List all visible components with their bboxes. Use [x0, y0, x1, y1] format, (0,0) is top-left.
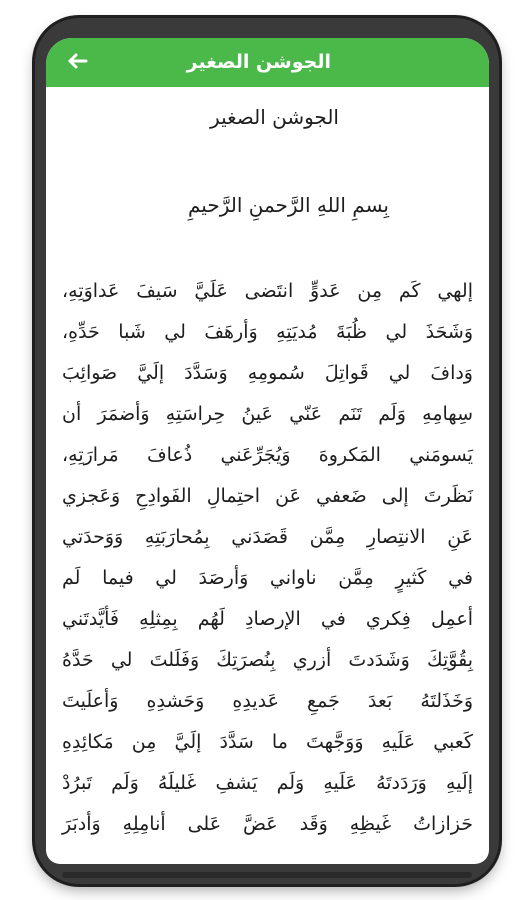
prayer-line: وَخَذَلتَهُ بَعدَ جَمعِ عَديدِهِ وَحَشدِهِ وَأعلَيتَ: [62, 690, 473, 712]
app-bar-title: الجوشن الصغير: [186, 51, 331, 73]
basmala-line: بِسمِ اللهِ الرَّحمنِ الرَّحيمِ: [187, 193, 389, 217]
prayer-line: إلَيهِ وَرَدَدتَهُ عَلَيهِ وَلَم يَشفِ غَليلَهُ وَلَم تَبرُدْ: [62, 772, 473, 794]
page-title: الجوشن الصغير: [210, 105, 339, 129]
app-screen: [46, 38, 489, 864]
prayer-line: في كَثيرٍ مِمَّن ناواني وَأرصَدَ لي فيما لَم: [62, 567, 473, 589]
prayer-content[interactable]: [46, 87, 489, 864]
prayer-line: نَظَرتَ إلى ضَعفي عَن احتِمالِ الفَوادِحِ وَعَجزي: [62, 485, 473, 507]
app-bar: [46, 38, 489, 87]
prayer-line: حَزازاتُ غَيظِهِ وَقَد عَضَّ عَلى أنامِلِهِ وَأدبَرَ: [62, 813, 473, 835]
prayer-text: [62, 271, 473, 845]
back-button[interactable]: [62, 46, 92, 76]
arrow-left-icon: [62, 46, 92, 76]
prayer-line: أعمِل فِكري في الإرصادِ لَهُم بِمِثلِهِ فَأيَّدتَني: [62, 608, 473, 630]
prayer-line: إلهي كَم مِن عَدوٍّ انتَضى عَلَيَّ سَيفَ عَداوَتِهِ،: [62, 280, 473, 302]
prayer-line: بِقُوَّتِكَ وَشَدَدتَ أزري بِنُصرَتِكَ وَفَلَلتَ لي حَدَّهُ: [62, 649, 473, 671]
prayer-line: وَدافَ لي قَواتِلَ سُمومِهِ وَسَدَّدَ إلَيَّ صَوائِبَ: [62, 362, 473, 384]
prayer-line: سِهامِهِ وَلَم تَنَم عَنّي عَينُ حِراسَتِهِ وَأضمَرَ أن: [62, 403, 473, 425]
prayer-line: كَعبي عَلَيهِ وَوَجَّهتَ ما سَدَّدَ إلَيَّ مِن مَكائِدِهِ: [62, 731, 473, 753]
prayer-line: عَنِ الانتِصارِ مِمَّن قَصَدَني بِمُحارَبَتِهِ وَوَحدَتي: [62, 526, 473, 548]
phone-bottom-edge: [62, 872, 472, 878]
prayer-line: يَسومَني المَكروهَ وَيُجَرِّعَني ذُعافَ مَرارَتِهِ،: [62, 444, 473, 466]
prayer-line: وَشَحَذَ لي ظُبَةَ مُديَتِهِ وَأرهَفَ لي شَبا حَدِّهِ،: [62, 321, 473, 343]
